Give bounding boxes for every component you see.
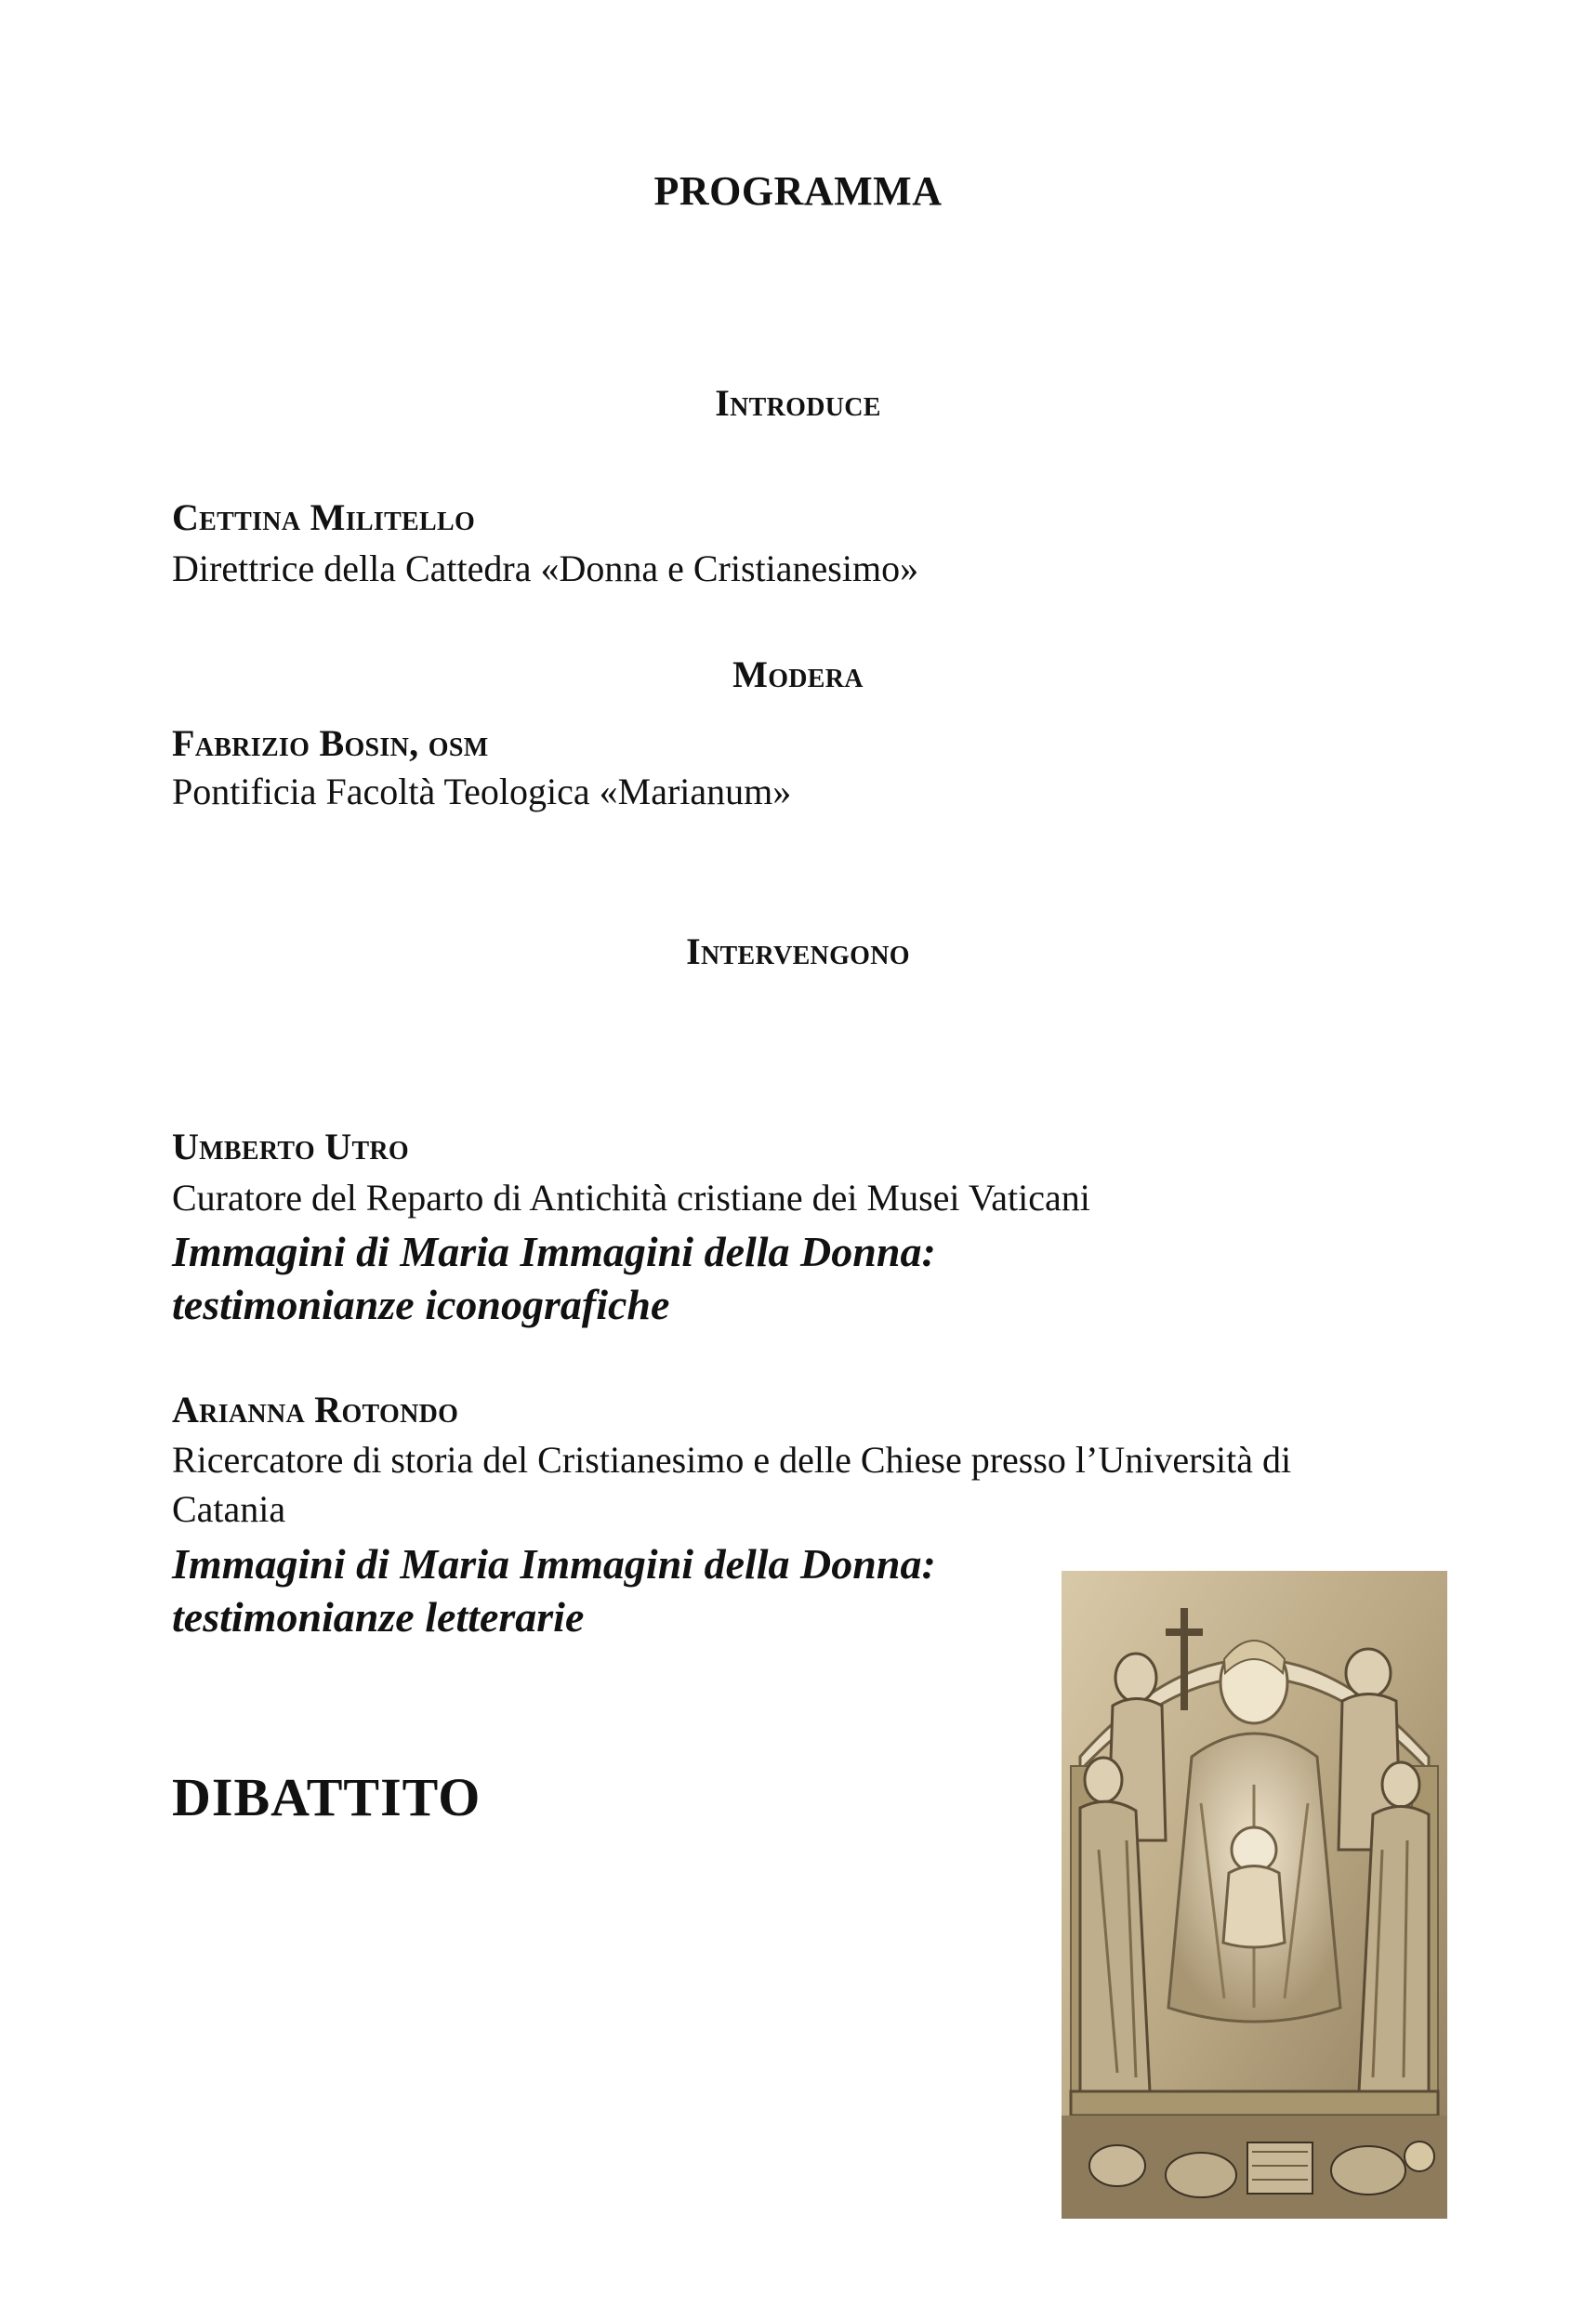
introduce-heading: Introduce (715, 382, 881, 424)
speaker-1-role: Curatore del Reparto di Antichità cristiane dei Musei Vaticani (172, 1177, 1090, 1219)
speaker-2-talk-line1: Immagini di Maria Immagini della Donna: (172, 1540, 936, 1588)
introduce-role: Direttrice della Cattedra «Donna e Cristianesimo» (172, 547, 919, 589)
dibattito-heading: DIBATTITO (172, 1767, 481, 1827)
speaker-2-role-line1: Ricercatore di storia del Cristianesimo e delle Chiese presso l’Università di (172, 1439, 1292, 1481)
speaker-2-talk-line2: testimonianze letterarie (172, 1593, 585, 1641)
ivory-relief-madonna-and-child-image (1062, 1571, 1447, 2219)
introduce-name: Cettina Militello (172, 496, 476, 538)
modera-heading: Modera (732, 653, 864, 695)
program-title: PROGRAMMA (653, 168, 943, 214)
speaker-1-name: Umberto Utro (172, 1126, 410, 1167)
speaker-1-talk-line2: testimonianze iconografiche (172, 1281, 670, 1328)
modera-name: Fabrizio Bosin, osm (172, 722, 489, 764)
speaker-2-role-line2: Catania (172, 1488, 286, 1530)
intervengono-heading: Intervengono (686, 930, 910, 972)
speaker-1-talk-line1: Immagini di Maria Immagini della Donna: (172, 1228, 936, 1275)
modera-role: Pontificia Facoltà Teologica «Marianum» (172, 771, 792, 812)
speaker-2-name: Arianna Rotondo (172, 1389, 459, 1430)
